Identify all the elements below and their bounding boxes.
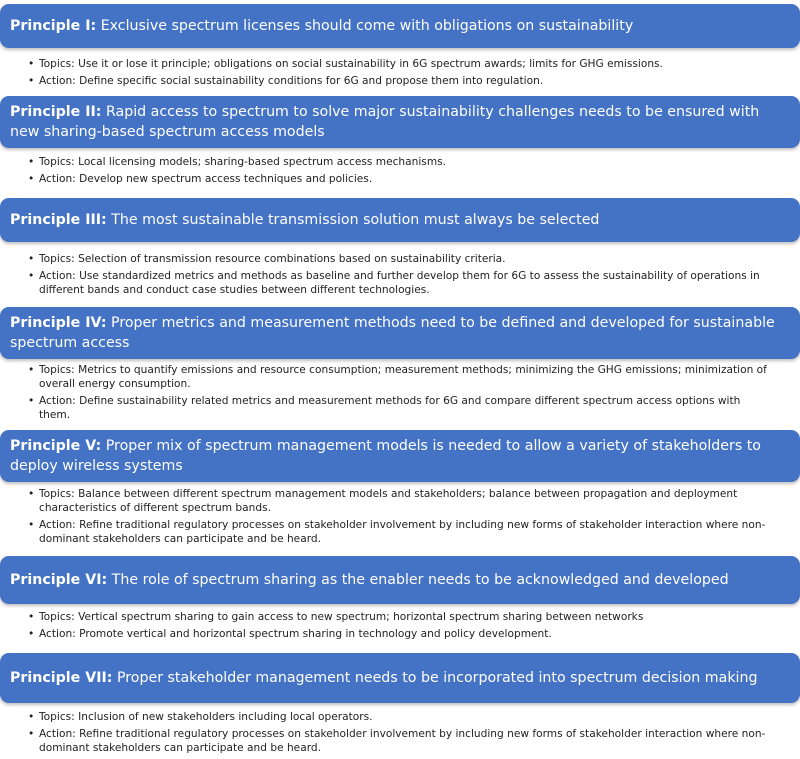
principle-5-heading xyxy=(10,436,788,476)
principle-4-details xyxy=(28,363,770,425)
principle-2-heading xyxy=(10,102,788,142)
principle-5-header xyxy=(0,430,800,482)
principle-4-label: Principle IV: xyxy=(10,315,107,331)
principle-4-title: Proper metrics and measurement methods need to be defined and developed for sustainable spectrum access xyxy=(10,315,775,351)
principle-3-label: Principle III: xyxy=(10,212,107,228)
principle-6-header xyxy=(0,556,800,604)
principle-2-details xyxy=(28,155,770,189)
principle-1-details xyxy=(28,57,770,91)
principle-6-topics: • Topics: Vertical spectrum sharing to gain access to new spectrum; horizontal spectrum sharing between networks xyxy=(28,610,770,624)
principle-5-title: Proper mix of spectrum management models is needed to allow a variety of stakeholders to deploy wireless systems xyxy=(10,438,761,474)
principle-2-label: Principle II: xyxy=(10,104,102,120)
principle-3-header xyxy=(0,198,800,242)
principle-7-topics: • Topics: Inclusion of new stakeholders including local operators. xyxy=(28,710,770,724)
principle-5-details xyxy=(28,487,770,549)
principle-2-header xyxy=(0,96,800,148)
principle-7-header xyxy=(0,653,800,703)
principle-1-topics: • Topics: Use it or lose it principle; obligations on social sustainability in 6G spectrum awards; limits for GHG emissions. xyxy=(28,57,770,71)
principle-1-heading xyxy=(10,16,633,36)
principle-3-details xyxy=(28,252,770,300)
principle-6-details xyxy=(28,610,770,644)
principle-6-heading xyxy=(10,570,729,590)
principle-4-header xyxy=(0,307,800,359)
principle-1-title: Exclusive spectrum licenses should come with obligations on sustainability xyxy=(100,18,634,34)
principle-3-heading xyxy=(10,210,599,230)
principle-7-heading xyxy=(10,668,757,688)
principle-4-topics: • Topics: Metrics to quantify emissions and resource consumption; measurement methods; minimizing the GHG emissions; minimization of overall energy consumption. xyxy=(28,363,770,391)
principle-3-title: The most sustainable transmission solution must always be selected xyxy=(111,212,600,228)
principle-3-action: • Action: Use standardized metrics and methods as baseline and further develop them for 6G to assess the sustainability of operations in different bands and conduct case studies between different technologies. xyxy=(28,269,770,297)
principle-6-title: The role of spectrum sharing as the enabler needs to be acknowledged and developed xyxy=(111,572,729,588)
principle-6-label: Principle VI: xyxy=(10,572,108,588)
principle-7-details xyxy=(28,710,770,758)
principle-3-topics: • Topics: Selection of transmission resource combinations based on sustainability criteria. xyxy=(28,252,770,266)
principle-2-topics: • Topics: Local licensing models; sharing-based spectrum access mechanisms. xyxy=(28,155,770,169)
principle-4-action: • Action: Define sustainability related metrics and measurement methods for 6G and compare different spectrum access options with them. xyxy=(28,394,770,422)
principle-7-title: Proper stakeholder management needs to be incorporated into spectrum decision making xyxy=(116,670,758,686)
principle-4-heading xyxy=(10,313,788,353)
principle-6-action: • Action: Promote vertical and horizontal spectrum sharing in technology and policy development. xyxy=(28,627,770,641)
principle-1-action: • Action: Define specific social sustainability conditions for 6G and propose them into regulation. xyxy=(28,74,770,88)
principle-1-label: Principle I: xyxy=(10,18,97,34)
principle-1-header xyxy=(0,4,800,48)
principle-5-label: Principle V: xyxy=(10,438,102,454)
principle-5-topics: • Topics: Balance between different spectrum management models and stakeholders; balance between propagation and deployment characteristics of different spectrum bands. xyxy=(28,487,770,515)
principle-2-title: Rapid access to spectrum to solve major sustainability challenges needs to be ensured with new sharing-based spectrum access models xyxy=(10,104,760,140)
principle-5-action: • Action: Refine traditional regulatory processes on stakeholder involvement by including new forms of stakeholder interaction where non-dominant stakeholders can participate and be heard. xyxy=(28,518,770,546)
principle-2-action: • Action: Develop new spectrum access techniques and policies. xyxy=(28,172,770,186)
principle-7-label: Principle VII: xyxy=(10,670,113,686)
principle-7-action: • Action: Refine traditional regulatory processes on stakeholder involvement by including new forms of stakeholder interaction where non-dominant stakeholders can participate and be heard. xyxy=(28,727,770,755)
